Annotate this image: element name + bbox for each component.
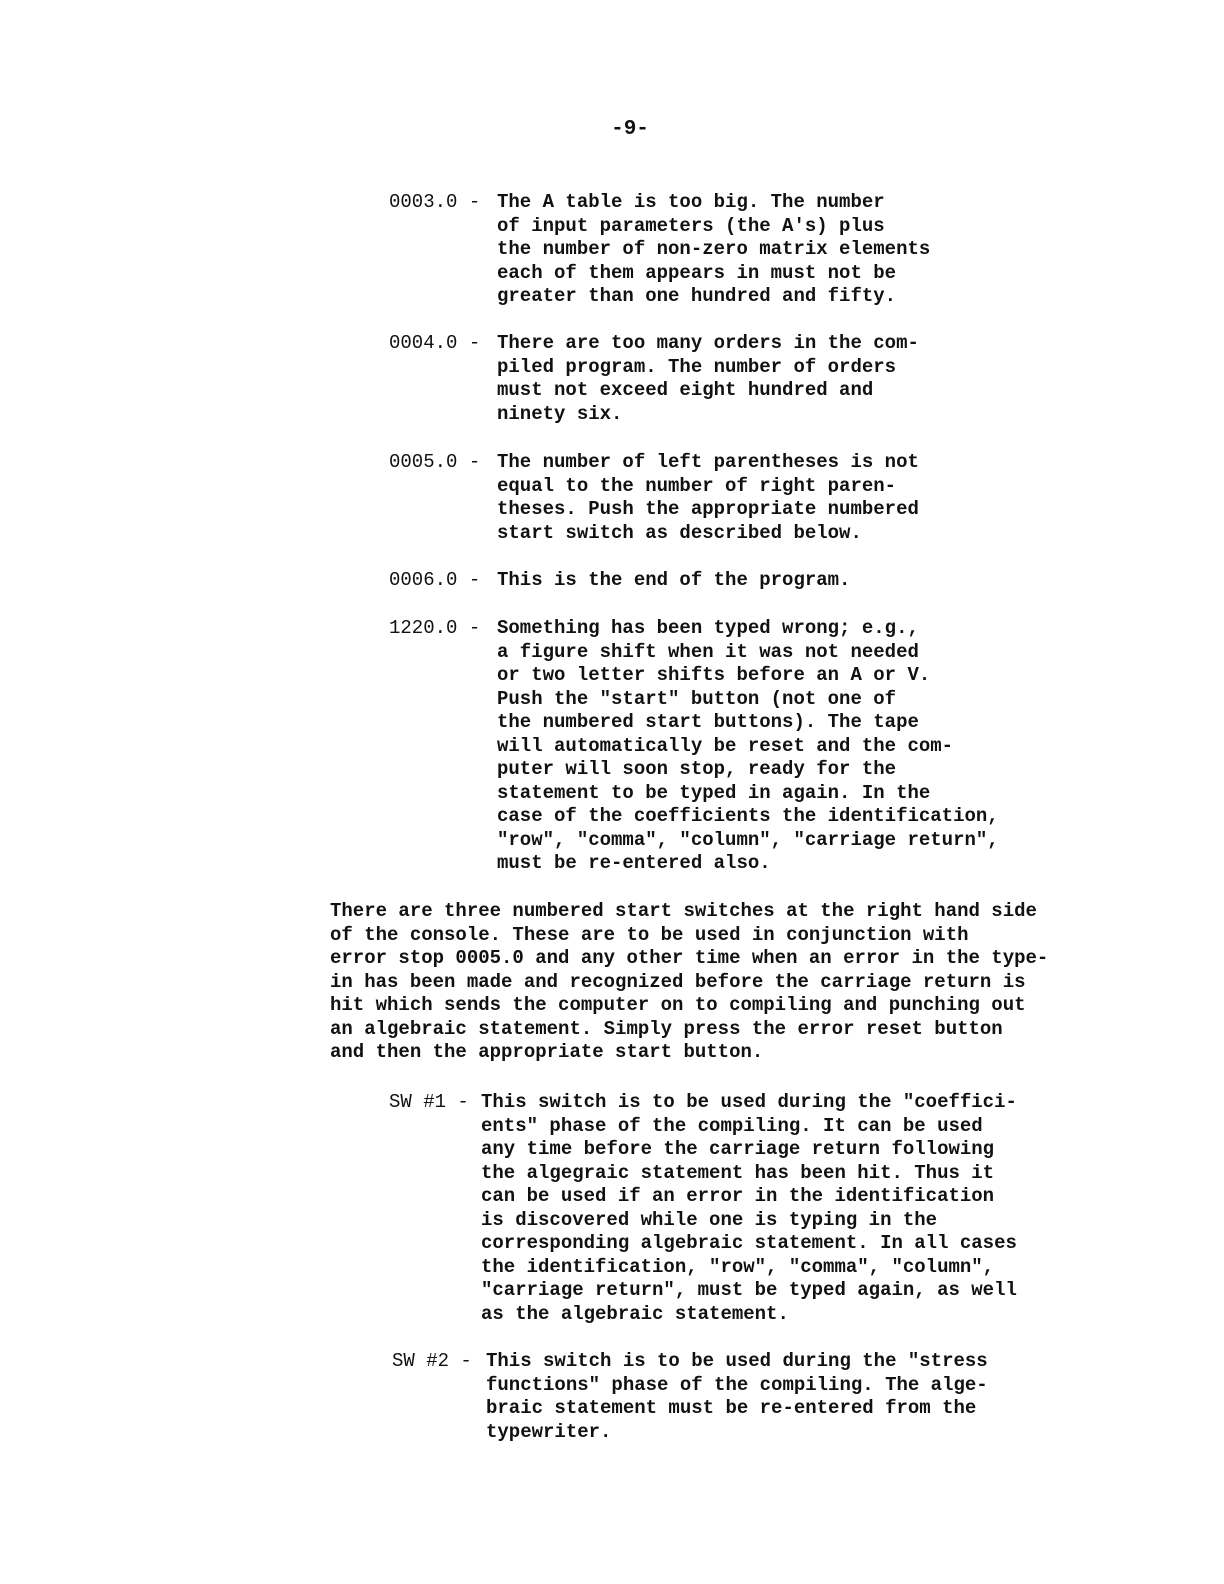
error-stop-1220 xyxy=(389,617,1089,876)
page-number: -9- xyxy=(611,118,649,141)
switch-2 xyxy=(392,1350,1032,1444)
start-switches-paragraph: There are three numbered start switches at the right hand side of the console. These are to be used in conjunction with error stop 0005.0 and any other time when an error in the type- in has been made and recognized before the carriage return is hit which sends the computer on to compiling and punching out an algebraic statement. Simply press the error reset button and then the appropriate start button. xyxy=(330,900,1049,1063)
error-stop-0004 xyxy=(389,332,1009,426)
error-description: There are too many orders in the com- piled program. The number of orders must not exceed eight hundred and ninety six. xyxy=(497,332,919,425)
error-stop-0005 xyxy=(389,451,1009,545)
error-description: Something has been typed wrong; e.g., a figure shift when it was not needed or two letter shifts before an A or V. Push the "start" button (not one of the numbered start buttons). The tape will automatically be reset and the com- puter will soon stop, ready for the statement to be typed in again. In the case of the coefficients the identification, "row", "comma", "column", "carriage return", must be re-entered also. xyxy=(497,617,999,874)
error-description: The number of left parentheses is not equal to the number of right paren- theses. Push the appropriate numbered start switch as described below. xyxy=(497,451,919,544)
error-stop-0006 xyxy=(389,569,1009,593)
switch-code: SW #1 - xyxy=(389,1091,469,1113)
error-code: 0004.0 - xyxy=(389,332,481,354)
error-code: 0006.0 - xyxy=(389,569,481,591)
switch-1 xyxy=(389,1091,1089,1326)
error-code: 0003.0 - xyxy=(389,191,481,213)
error-stop-0003 xyxy=(389,191,1009,309)
error-code: 1220.0 - xyxy=(389,617,481,639)
switch-description: This switch is to be used during the "stress functions" phase of the compiling. The alge- braic statement must be re-entered from the typewriter. xyxy=(486,1350,988,1443)
switch-code: SW #2 - xyxy=(392,1350,472,1372)
error-description: The A table is too big. The number of input parameters (the A's) plus the number of non-zero matrix elements each of them appears in must not be greater than one hundred and fifty. xyxy=(497,191,931,307)
error-code: 0005.0 - xyxy=(389,451,481,473)
switch-description: This switch is to be used during the "coeffici- ents" phase of the compiling. It can be used any time before the carriage return following the algegraic statement has been hit. Thus it can be used if an error in the identification is discovered while one is typing in the corresponding algebraic statement. In all cases the identification, "row", "comma", "column", "carriage return", must be typed again, as well as the algebraic statement. xyxy=(481,1091,1017,1325)
error-description: This is the end of the program. xyxy=(497,569,851,591)
